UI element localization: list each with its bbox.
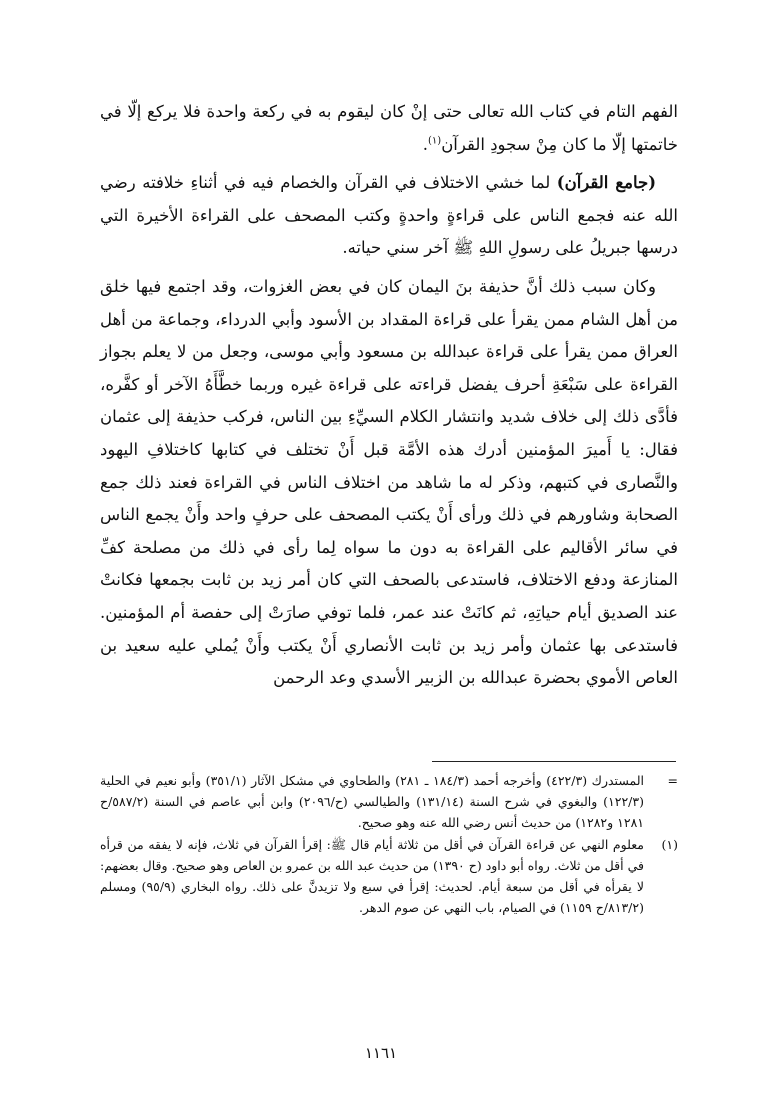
page-number: ١١٦١ bbox=[364, 1044, 398, 1062]
footnotes bbox=[100, 770, 678, 918]
paragraph-1-text: الفهم التام في كتاب الله تعالى حتى إنْ كان ليقوم به في ركعة واحدة فلا يركع إلّا في خاتمتها إلّا ما كان مِنْ سجودِ القرآن bbox=[100, 102, 678, 154]
footnote-text: معلوم النهي عن قراءة القرآن في أقل من ثلاثة أيام قال ﷺ: إقرأ القرآن في ثلاث، فإنه لا يفقه من قرأه في أقل من ثلاث. رواه أبو داود (ح ١٣٩٠) من حديث عبد الله بن عمرو بن العاص وهو صحيح. وقال بعضهم: لا يقرأه في أقل من سبعة أيام. لحديث: إقرأ في سبع ولا تزيدنَّ على ذلك. رواه البخاري (٩٥/٩) ومسلم (٨١٣/٢/ح ١١٥٩) في الصيام، باب النهي عن صوم الدهر. bbox=[100, 836, 645, 916]
paragraph-1-end: . bbox=[422, 134, 428, 154]
section-heading-jami-al-quran: (جامع القرآن) bbox=[556, 173, 656, 193]
paragraph-1 bbox=[100, 96, 678, 161]
paragraph-2 bbox=[100, 167, 678, 265]
paragraph-3-text: وكان سبب ذلك أنَّ حذيفة بنَ اليمان كان في بعض الغزوات، وقد اجتمع فيها خلق من أهل الشام ممن يقرأ على قراءة المقداد بن الأسود وأبي الدرداء، وجماعة من أهل العراق ممن يقرأ على قراءة عبدالله بن مسعود وأبي موسى، وجعل من لا يعلم بجواز القراءة على سَبْعَةِ أحرف يفضل قراءته على قراءة غيره وربما خطَّأَهُ الآخر أو كفَّره، فأدَّى ذلك إلى خلاف شديد وانتشار الكلام السيِّءِ بين الناس، فركب حذيفة إلى عثمان فقال: يا أَميرَ المؤمنين أدرك هذه الأمَّة قبل أَنْ تختلف في كتابها كاختلافِ اليهود والنَّصارى في كتبهم، وذكر له ما شاهد من اختلاف الناس في القراءة فعند ذلك جمع الصحابة وشاورهم في ذلك ورأى أَنْ يكتب المصحف على حرفٍ واحد وأَنْ يجمع الناس في سائر الأقاليم على القراءة به دون ما سواه لِما رأى في ذلك من مصلحة كفِّ المنازعة ودفع الاختلاف، فاستدعى بالصحف التي كان أمر زيد بن ثابت بجمعها فكانتْ عند الصديق أيام حياتِهِ، ثم كانَتْ عند عمر، فلما توفي صارَتْ إلى حفصة أم المؤمنين. فاستدعى بها عثمان وأمر زيد بن ثابت الأنصاري أَنْ يكتب وأَنْ يُملي عليه سعيد بن العاص الأموي بحضرة عبدالله بن الزبير الأسدي وعد الرحمن bbox=[100, 276, 678, 688]
footnote-separator bbox=[432, 761, 676, 762]
footnote-mark: = bbox=[667, 773, 678, 788]
paragraph-2-text: لما خشي الاختلاف في القرآن والخصام فيه في أثناءِ خلافته رضي الله عنه فجمع الناس على قراءةٍ واحدةٍ وكتب المصحف على القراءة الأخيرة التي درسها جبريلُ على رسولِ اللهِ ﷺ آخر سني حياته. bbox=[100, 173, 678, 258]
footnote-1 bbox=[100, 834, 678, 919]
footnote-continued bbox=[100, 770, 678, 834]
footnote-reference: (١) bbox=[428, 135, 442, 147]
paragraph-3 bbox=[100, 271, 678, 695]
footnote-mark: (١) bbox=[661, 836, 678, 852]
footnote-text: المستدرك (٤٢٢/٣) وأخرجه أحمد (١٨٤/٣ ـ ٢٨١) والطحاوي في مشكل الآثار (٣٥١/١) وأبو نعيم في الحلية (١٢٢/٣) والبغوي في شرح السنة (١٣١/١٤) والطيالسي (ح/٢٠٩٦) وابن أبي عاصم في السنة (٥٨٧/٢/ح ١٢٨١ و١٢٨٢) من حديث أنس رضي الله عنه وهو صحيح. bbox=[100, 773, 644, 831]
main-text bbox=[100, 96, 678, 701]
